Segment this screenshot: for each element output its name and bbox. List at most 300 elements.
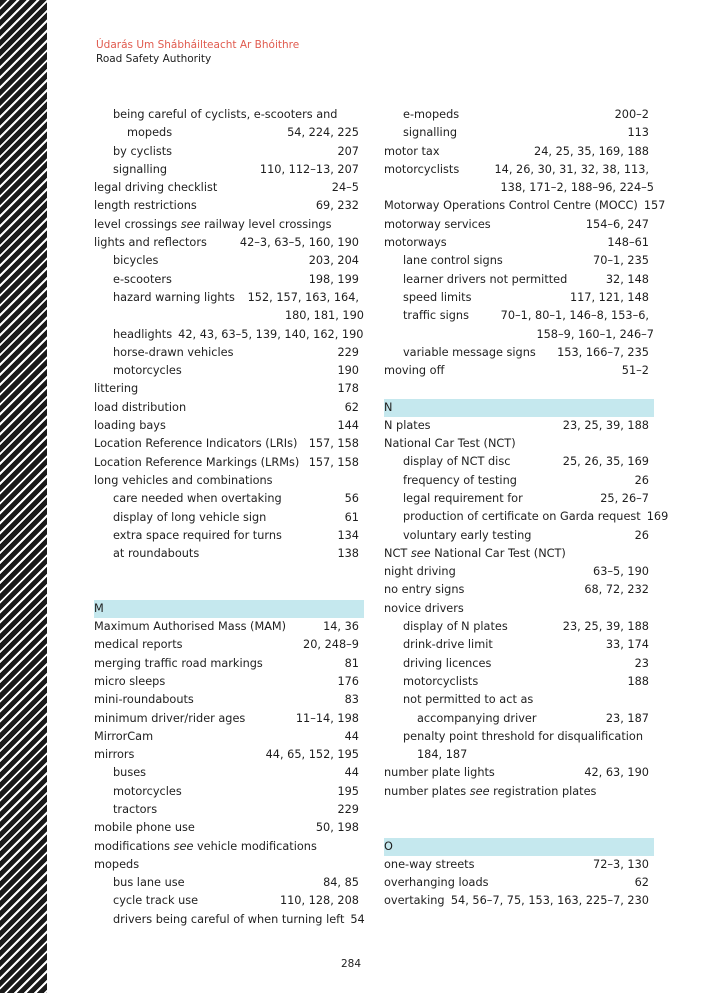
entry-term (94, 124, 178, 142)
entry-term-text: loading bays (94, 419, 166, 433)
entry-page-numbers: 23 (634, 656, 649, 670)
entry-term (384, 746, 473, 764)
see-reference-marker: see (410, 546, 431, 560)
entry-term-text: being careful of cyclists, e-scooters and (113, 108, 338, 121)
index-entry (94, 874, 364, 892)
index-entry-continuation (384, 179, 654, 197)
entry-term-text: mobile phone use (94, 821, 195, 835)
index-entry (384, 783, 654, 801)
entry-page-numbers: 44, 65, 152, 195 (265, 748, 359, 762)
entry-term-text: night driving (384, 565, 456, 579)
index-entry (94, 618, 364, 636)
entry-term-text: one-way streets (384, 857, 475, 871)
entry-page-numbers: 54, 56–7, 75, 153, 163, 225–7, 230 (450, 894, 649, 908)
index-entry (384, 472, 654, 490)
page-header (96, 38, 299, 66)
entry-term-text: speed limits (403, 290, 472, 304)
entry-term-text: National Car Test (NCT) (384, 437, 516, 451)
entry-term (384, 783, 602, 801)
entry-term (94, 838, 323, 856)
entry-page-numbers: 83 (344, 693, 359, 707)
index-entry (384, 710, 654, 728)
entry-term-text: variable message signs (403, 345, 536, 359)
entry-page-numbers: 63–5, 190 (593, 565, 649, 579)
entry-page-numbers: 62 (344, 400, 359, 414)
entry-term (384, 234, 453, 252)
entry-page-numbers: 23, 187 (605, 711, 649, 725)
entry-term (384, 545, 572, 563)
entry-term-text: e-mopeds (403, 108, 460, 121)
index-entry (384, 435, 654, 453)
entry-term-text: extra space required for turns (113, 528, 282, 542)
entry-term-text: 184, 187 (417, 748, 468, 762)
entry-term (384, 764, 501, 782)
entry-term (94, 746, 140, 764)
entry-term (94, 435, 303, 453)
index-entry-continuation (384, 326, 654, 344)
entry-term-text: motorcyclists (384, 162, 460, 176)
entry-term (94, 380, 144, 398)
entry-page-numbers: 25, 26–7 (600, 491, 649, 505)
index-entry (94, 106, 364, 124)
entry-term (384, 344, 542, 362)
entry-term (94, 874, 191, 892)
entry-page-numbers: 154–6, 247 (585, 217, 649, 231)
entry-term (94, 527, 288, 545)
entry-term (384, 710, 543, 728)
entry-page-numbers: 176 (337, 674, 359, 688)
index-entry (384, 417, 654, 435)
index-entry (384, 161, 654, 179)
index-entry (94, 362, 364, 380)
entry-term-text: mini-roundabouts (94, 693, 194, 707)
entry-term-text: hazard warning lights (113, 290, 235, 304)
index-entry (384, 618, 654, 636)
entry-page-numbers: 50, 198 (315, 821, 359, 835)
entry-term-text: lane control signs (403, 254, 503, 268)
entry-term-text: driving licences (403, 656, 492, 670)
entry-page-numbers: 42, 63, 190 (584, 766, 649, 780)
entry-term-text: voluntary early testing (403, 528, 532, 542)
entry-term-text: by cyclists (113, 144, 173, 158)
index-entry (384, 691, 654, 709)
entry-page-numbers: 144 (337, 419, 359, 433)
index-entry (94, 399, 364, 417)
entry-page-numbers: 169 (646, 510, 669, 524)
index-entry (384, 453, 654, 471)
index-entry (94, 746, 364, 764)
index-entry-continuation (94, 307, 364, 325)
entry-term (384, 197, 644, 215)
section-letter-bar (94, 600, 364, 618)
spacer (384, 801, 654, 819)
index-entry (384, 252, 654, 270)
entry-page-numbers: 180, 181, 190 (284, 309, 364, 323)
entry-term-text: number plate lights (384, 766, 495, 780)
entry-term (384, 856, 480, 874)
entry-page-numbers: 134 (337, 528, 359, 542)
entry-term-text: mirrors (94, 748, 135, 762)
index-entry (94, 509, 364, 527)
entry-term (384, 252, 509, 270)
index-entry (384, 581, 654, 599)
index-entry (384, 143, 654, 161)
entry-term-text: production of certificate on Garda request (403, 510, 641, 524)
entry-term-text: e-scooters (113, 272, 172, 286)
section-letter-bar (384, 399, 654, 417)
entry-page-numbers: 26 (634, 528, 649, 542)
see-reference-marker: see (469, 784, 490, 798)
entry-page-numbers: 207 (337, 144, 359, 158)
entry-term-text: motor tax (384, 144, 440, 158)
index-entry (94, 289, 364, 307)
entry-term-text: modifications (94, 839, 171, 853)
entry-term-text: lights and reflectors (94, 236, 207, 250)
entry-page-numbers: 56 (344, 492, 359, 506)
entry-term-text: mopeds (127, 126, 173, 140)
entry-page-numbers: 23, 25, 39, 188 (562, 418, 649, 432)
see-reference-target: vehicle modifications (197, 839, 317, 853)
entry-term-text: learner drivers not permitted (403, 272, 568, 286)
header-irish-title: Údarás Um Shábháilteacht Ar Bhóithre (96, 39, 300, 51)
entry-term (384, 691, 539, 709)
index-entry (94, 234, 364, 252)
entry-term-text: penalty point threshold for disqualification (403, 729, 643, 743)
entry-term-text: novice drivers (384, 601, 464, 615)
entry-term-text: NCT (384, 546, 408, 560)
entry-term (384, 490, 529, 508)
entry-term (94, 490, 288, 508)
entry-page-numbers: 198, 199 (308, 272, 359, 286)
index-entry (384, 655, 654, 673)
index-entry (94, 161, 364, 179)
entry-page-numbers: 148–61 (607, 236, 649, 250)
index-entry (384, 307, 654, 325)
index-entry (94, 472, 364, 490)
entry-page-numbers: 54 (350, 912, 365, 926)
entry-page-numbers: 157, 158 (308, 437, 359, 451)
entry-term (94, 764, 152, 782)
section-letter: M (94, 602, 104, 616)
entry-term (384, 161, 465, 179)
index-entry (94, 490, 364, 508)
index-entry (94, 435, 364, 453)
entry-term (94, 197, 203, 215)
entry-term (384, 527, 537, 545)
see-reference-marker: see (180, 217, 201, 231)
entry-term-text: drink-drive limit (403, 638, 493, 652)
entry-page-numbers: 23, 25, 39, 188 (562, 620, 649, 634)
index-entry (94, 344, 364, 362)
entry-term-text: moving off (384, 364, 445, 378)
entry-page-numbers: 14, 36 (323, 620, 359, 634)
see-reference-target: National Car Test (NCT) (434, 546, 566, 560)
section-letter: O (384, 839, 393, 853)
entry-page-numbers: 138, 171–2, 188–96, 224–5 (500, 181, 654, 195)
entry-term (384, 600, 470, 618)
entry-page-numbers: 61 (344, 510, 359, 524)
index-entry (94, 380, 364, 398)
entry-term-text: cycle track use (113, 894, 199, 908)
entry-term (384, 581, 470, 599)
entry-term (94, 710, 251, 728)
entry-term-text: overtaking (384, 894, 445, 908)
entry-term (384, 636, 499, 654)
entry-term (94, 856, 145, 874)
entry-term (384, 143, 446, 161)
index-entry (94, 783, 364, 801)
entry-term-text: Maximum Authorised Mass (MAM) (94, 620, 287, 634)
entry-term (384, 508, 647, 526)
entry-term (384, 673, 484, 691)
entry-term-text: number plates (384, 784, 467, 798)
index-entry (94, 691, 364, 709)
index-entry (384, 271, 654, 289)
entry-term (384, 362, 450, 380)
entry-page-numbers: 188 (627, 674, 649, 688)
index-entry (384, 563, 654, 581)
entry-term (94, 362, 188, 380)
index-entry (94, 764, 364, 782)
entry-page-numbers: 110, 112–13, 207 (259, 162, 359, 176)
index-entry (384, 289, 654, 307)
spacer (384, 819, 654, 837)
entry-term (384, 892, 451, 910)
entry-term-text: display of N plates (403, 620, 508, 634)
entry-term (94, 472, 279, 490)
index-entry (94, 655, 364, 673)
entry-term (384, 728, 649, 746)
entry-term (94, 143, 178, 161)
entry-term-text: signalling (403, 126, 458, 140)
entry-term (94, 106, 343, 124)
entry-term (94, 892, 204, 910)
entry-page-numbers: 229 (337, 802, 359, 816)
entry-term-text: motorway services (384, 217, 491, 231)
entry-term (384, 655, 497, 673)
index-entry (384, 216, 654, 234)
entry-page-numbers: 178 (337, 382, 359, 396)
entry-term-text: frequency of testing (403, 473, 517, 487)
entry-term-text: display of long vehicle sign (113, 510, 267, 524)
entry-term-text: bus lane use (113, 876, 185, 890)
index-entry (384, 856, 654, 874)
entry-term (94, 179, 223, 197)
entry-page-numbers: 25, 26, 35, 169 (562, 455, 649, 469)
index-entry (384, 508, 669, 526)
entry-term-text: motorways (384, 236, 447, 250)
entry-term (94, 636, 189, 654)
entry-term (94, 673, 171, 691)
entry-term-text: Location Reference Markings (LRMs) (94, 455, 300, 469)
entry-page-numbers: 157, 158 (308, 455, 359, 469)
entry-term-text: overhanging loads (384, 875, 489, 889)
index-entry (94, 856, 364, 874)
index-entry (384, 124, 654, 142)
index-entry (384, 746, 654, 764)
entry-term-text: motorcycles (113, 784, 182, 798)
entry-page-numbers: 26 (634, 473, 649, 487)
entry-term (94, 691, 200, 709)
entry-term-text: littering (94, 382, 139, 396)
entry-term-text: mopeds (94, 857, 140, 871)
entry-term-text: micro sleeps (94, 674, 166, 688)
index-entry (94, 911, 364, 929)
index-entry (94, 252, 364, 270)
index-entry (384, 234, 654, 252)
entry-term-text: signalling (113, 162, 168, 176)
entry-term (94, 618, 292, 636)
entry-page-numbers: 68, 72, 232 (584, 583, 649, 597)
entry-term-text: minimum driver/rider ages (94, 711, 246, 725)
index-entry (384, 764, 654, 782)
entry-term (94, 399, 192, 417)
entry-page-numbers: 70–1, 235 (593, 254, 649, 268)
index-entry (384, 527, 654, 545)
entry-term (94, 289, 241, 307)
entry-term (94, 801, 163, 819)
entry-term (384, 618, 514, 636)
entry-term-text: drivers being careful of when turning left (113, 912, 345, 926)
entry-term-text: at roundabouts (113, 547, 200, 561)
index-entry (384, 728, 654, 746)
entry-page-numbers: 20, 248–9 (303, 638, 359, 652)
entry-term (94, 911, 350, 929)
entry-page-numbers: 11–14, 198 (295, 711, 359, 725)
index-entry (94, 417, 364, 435)
entry-term-text: horse-drawn vehicles (113, 345, 234, 359)
entry-page-numbers: 195 (337, 784, 359, 798)
entry-page-numbers: 51–2 (621, 364, 649, 378)
entry-term (94, 234, 213, 252)
index-entry (384, 600, 654, 618)
entry-term (384, 453, 516, 471)
entry-page-numbers: 24, 25, 35, 169, 188 (534, 144, 649, 158)
entry-term-text: level crossings (94, 217, 178, 231)
entry-term (94, 545, 205, 563)
entry-term-text: legal driving checklist (94, 181, 218, 195)
entry-term (94, 819, 201, 837)
entry-page-numbers: 113 (627, 126, 649, 140)
entry-term (384, 307, 475, 325)
index-entry (94, 892, 364, 910)
index-column-left (94, 106, 364, 929)
entry-term-text: MirrorCam (94, 729, 154, 743)
entry-page-numbers: 44 (344, 766, 359, 780)
entry-term-text: long vehicles and combinations (94, 473, 273, 487)
entry-term-text: buses (113, 766, 147, 780)
index-entry (94, 527, 364, 545)
entry-term-text: motorcycles (113, 364, 182, 378)
entry-term-text: legal requirement for (403, 491, 523, 505)
index-entry (94, 216, 364, 234)
entry-term (384, 435, 522, 453)
entry-term-text: tractors (113, 802, 158, 816)
entry-term (384, 563, 462, 581)
page-number: 284 (340, 958, 362, 970)
entry-page-numbers: 24–5 (331, 181, 359, 195)
index-entry (94, 710, 364, 728)
entry-term (94, 326, 178, 344)
entry-term (94, 509, 272, 527)
entry-term (384, 417, 437, 435)
index-entry (94, 728, 364, 746)
section-letter: N (384, 400, 393, 414)
entry-term (94, 344, 239, 362)
entry-page-numbers: 42, 43, 63–5, 139, 140, 162, 190 (178, 327, 364, 341)
entry-term-text: bicycles (113, 254, 159, 268)
entry-term-text: N plates (384, 418, 431, 432)
entry-page-numbers: 203, 204 (308, 254, 359, 268)
entry-page-numbers: 72–3, 130 (593, 857, 649, 871)
entry-page-numbers: 153, 166–7, 235 (557, 345, 649, 359)
entry-page-numbers: 200–2 (614, 108, 649, 121)
index-entry (94, 801, 364, 819)
see-reference-target: railway level crossings (204, 217, 332, 231)
see-reference-target: registration plates (493, 784, 597, 798)
entry-term (384, 874, 495, 892)
spacer (94, 563, 364, 581)
entry-term-text: no entry signs (384, 583, 465, 597)
entry-page-numbers: 62 (634, 875, 649, 889)
entry-term (384, 289, 477, 307)
spacer (94, 582, 364, 600)
entry-term (94, 783, 188, 801)
index-entry (94, 838, 364, 856)
index-entry (384, 545, 654, 563)
index-entry (384, 106, 654, 124)
entry-page-numbers: 157 (643, 199, 666, 213)
index-column-right (384, 106, 669, 910)
index-entry (94, 197, 364, 215)
entry-term-text: not permitted to act as (403, 693, 534, 707)
entry-page-numbers: 158–9, 160–1, 246–7 (536, 327, 654, 341)
entry-term-text: medical reports (94, 638, 183, 652)
section-letter-bar (384, 838, 654, 856)
index-entry (94, 271, 364, 289)
entry-term-text: Motorway Operations Control Centre (MOCC) (384, 199, 638, 213)
entry-page-numbers: 69, 232 (315, 199, 359, 213)
index-entry (94, 545, 364, 563)
index-entry (384, 344, 654, 362)
entry-page-numbers: 70–1, 80–1, 146–8, 153–6, (500, 309, 649, 323)
entry-page-numbers: 110, 128, 208 (279, 894, 359, 908)
spacer (384, 380, 654, 398)
index-entry (94, 179, 364, 197)
entry-page-numbers: 54, 224, 225 (287, 126, 359, 140)
entry-page-numbers: 14, 26, 30, 31, 32, 38, 113, (494, 162, 649, 176)
index-entry (94, 143, 364, 161)
entry-page-numbers: 117, 121, 148 (569, 290, 649, 304)
entry-term (384, 472, 523, 490)
entry-term-text: display of NCT disc (403, 455, 511, 469)
decorative-side-stripe (0, 0, 47, 993)
index-entry (384, 892, 654, 910)
entry-term (384, 271, 573, 289)
entry-page-numbers: 152, 157, 163, 164, (247, 290, 359, 304)
entry-term (94, 161, 173, 179)
entry-page-numbers: 81 (344, 656, 359, 670)
entry-page-numbers: 32, 148 (605, 272, 649, 286)
index-entry (94, 636, 364, 654)
entry-term (384, 106, 465, 124)
index-entry (94, 819, 364, 837)
entry-term-text: care needed when overtaking (113, 492, 282, 506)
entry-term (94, 271, 178, 289)
see-reference-marker: see (173, 839, 194, 853)
index-entry (94, 124, 364, 142)
entry-term (384, 216, 497, 234)
